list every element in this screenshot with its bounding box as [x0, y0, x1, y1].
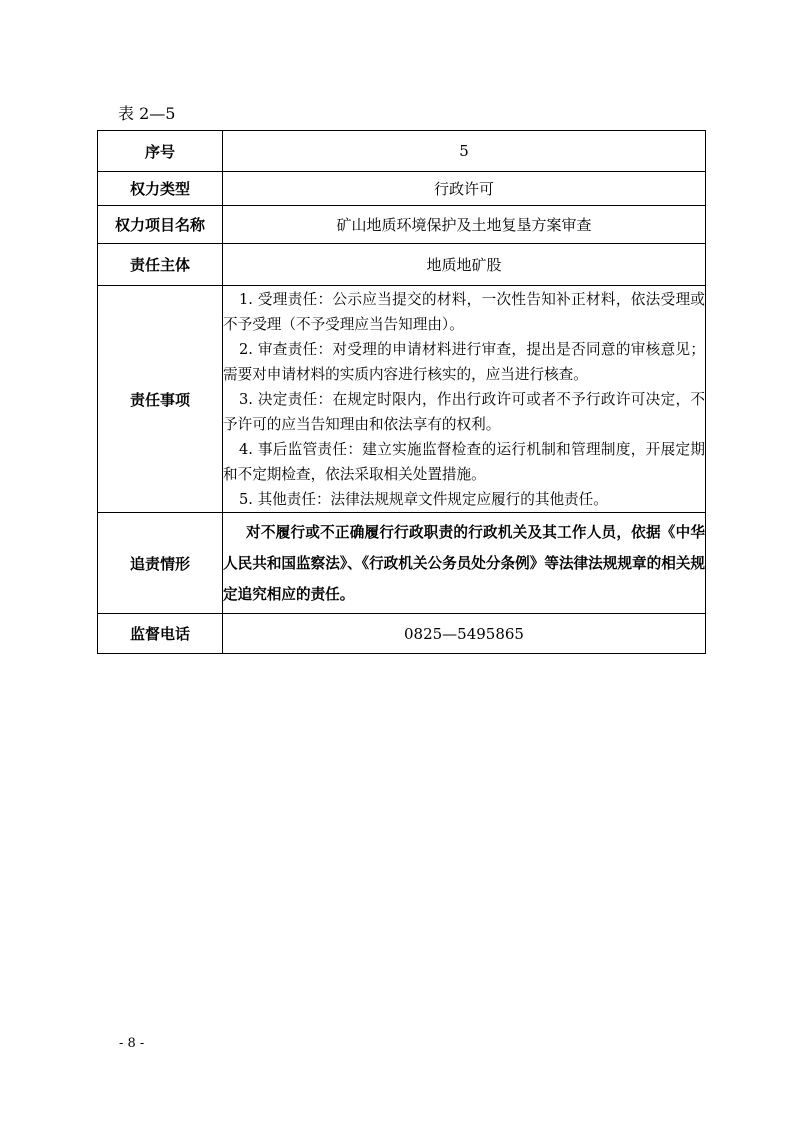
table-row-supervision-phone: [98, 614, 706, 654]
page-number: - 8 -: [119, 1036, 145, 1051]
accountability-paragraph: 对不履行或不正确履行行政职责的行政机关及其工作人员，依据《中华人民共和国监察法》、《行政机关公务员处分条例》等法律法规规章的相关规定追究相应的责任。: [223, 523, 705, 603]
row-value-responsibility-items: [223, 286, 706, 513]
responsibility-table: [97, 130, 706, 654]
row-value-serial-number: 5: [223, 131, 706, 172]
table-row-accountability: [98, 513, 706, 614]
row-label-responsible-entity: 责任主体: [98, 244, 223, 286]
table-caption: 表 2—5: [118, 104, 176, 123]
table-row-power-item-name: [98, 206, 706, 244]
row-value-supervision-phone: 0825—5495865: [223, 614, 706, 654]
row-label-power-type: 权力类型: [98, 172, 223, 206]
row-label-accountability: 追责情形: [98, 513, 223, 614]
table-row-serial-number: [98, 131, 706, 172]
duty-paragraph-decide: 3. 决定责任：在规定时限内，作出行政许可或者不予行政许可决定，不予许可的应当告知理由和依法享有的权利。: [223, 390, 705, 433]
row-value-power-type: 行政许可: [223, 172, 706, 206]
table-row-responsibility-items: [98, 286, 706, 513]
duty-paragraph-other: 5. 其他责任：法律法规规章文件规定应履行的其他责任。: [239, 490, 608, 508]
duty-paragraph-accept: 1. 受理责任：公示应当提交的材料，一次性告知补正材料，依法受理或不予受理（不予受理应当告知理由）。: [223, 290, 705, 333]
row-value-accountability: [223, 513, 706, 614]
row-label-power-item-name: 权力项目名称: [98, 206, 223, 244]
row-label-supervision-phone: 监督电话: [98, 614, 223, 654]
row-label-serial-number: 序号: [98, 131, 223, 172]
table-row-responsible-entity: [98, 244, 706, 286]
row-value-responsible-entity: 地质地矿股: [223, 244, 706, 286]
row-value-power-item-name: 矿山地质环境保护及土地复垦方案审查: [223, 206, 706, 244]
table-row-power-type: [98, 172, 706, 206]
row-label-responsibility-items: 责任事项: [98, 286, 223, 513]
duty-paragraph-supervise: 4. 事后监管责任：建立实施监督检查的运行机制和管理制度，开展定期和不定期检查，依法采取相关处置措施。: [223, 440, 705, 483]
duty-paragraph-review: 2. 审查责任：对受理的申请材料进行审查，提出是否同意的审核意见；需要对申请材料的实质内容进行核实的，应当进行核查。: [223, 340, 705, 383]
